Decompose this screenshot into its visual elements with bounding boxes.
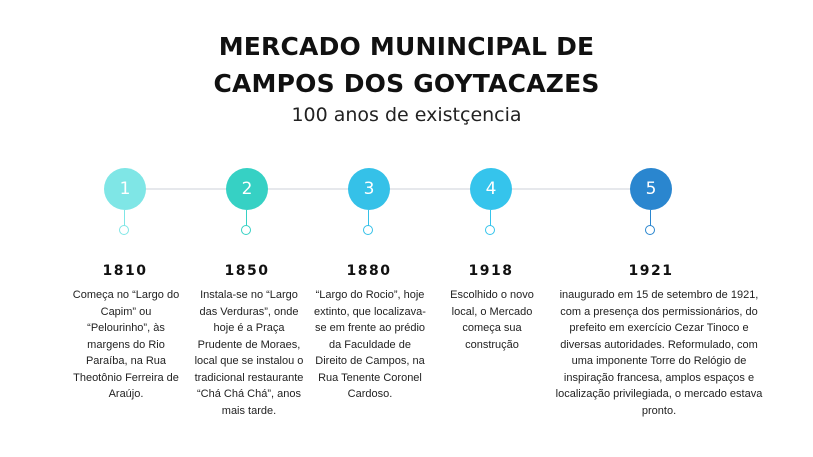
step-year: 1921 — [628, 263, 674, 279]
step-number-circle: 4 — [470, 168, 512, 210]
step-description: Começa no “Largo do Capim” ou “Pelourinho”, às margens do Rio Paraíba, na Rua Theotônio Ferreira de Araújo. — [72, 289, 180, 400]
step-connector — [246, 210, 247, 226]
step-year: 1810 — [102, 263, 148, 279]
step-connector — [368, 210, 369, 226]
page-subtitle: 100 anos de existçencia — [291, 104, 522, 126]
step-description: Escolhido o novo local, o Mercado começa sua construção — [450, 289, 534, 351]
step-description: inaugurado em 15 de setembro de 1921, com a presença dos permissionários, do prefeito em exercício Cezar Tinoco e diversas autoridades. Reformulado, com uma imponente Torre do Relógio de inspiração francesa, amplos espaços e localização privilegiada, o mercado estava pronto. — [555, 289, 763, 417]
step-year: 1880 — [346, 263, 392, 279]
step-marker-dot — [241, 225, 251, 235]
step-marker-dot — [119, 225, 129, 235]
step-marker-dot — [645, 225, 655, 235]
step-connector — [124, 210, 125, 226]
title-line-1: MERCADO MUNINCIPAL DE — [218, 32, 595, 61]
step-number-circle: 3 — [348, 168, 390, 210]
step-year: 1918 — [468, 263, 514, 279]
step-year: 1850 — [224, 263, 270, 279]
step-number-circle: 1 — [104, 168, 146, 210]
step-connector — [650, 210, 651, 226]
step-number-circle: 2 — [226, 168, 268, 210]
title-line-2: CAMPOS DOS GOYTACAZES — [213, 69, 600, 98]
page-title — [0, 28, 813, 102]
step-marker-dot — [363, 225, 373, 235]
step-number-circle: 5 — [630, 168, 672, 210]
step-connector — [490, 210, 491, 226]
step-description: “Largo do Rocio”, hoje extinto, que localizava-se em frente ao prédio da Faculdade de Direito de Campos, na Rua Tenente Coronel Cardoso. — [314, 289, 426, 400]
step-description: Instala-se no “Largo das Verduras”, onde hoje é a Praça Prudente de Moraes, local que se instalou o tradicional restaurante “Chá Chá Chá”, anos mais tarde. — [194, 289, 304, 417]
step-marker-dot — [485, 225, 495, 235]
